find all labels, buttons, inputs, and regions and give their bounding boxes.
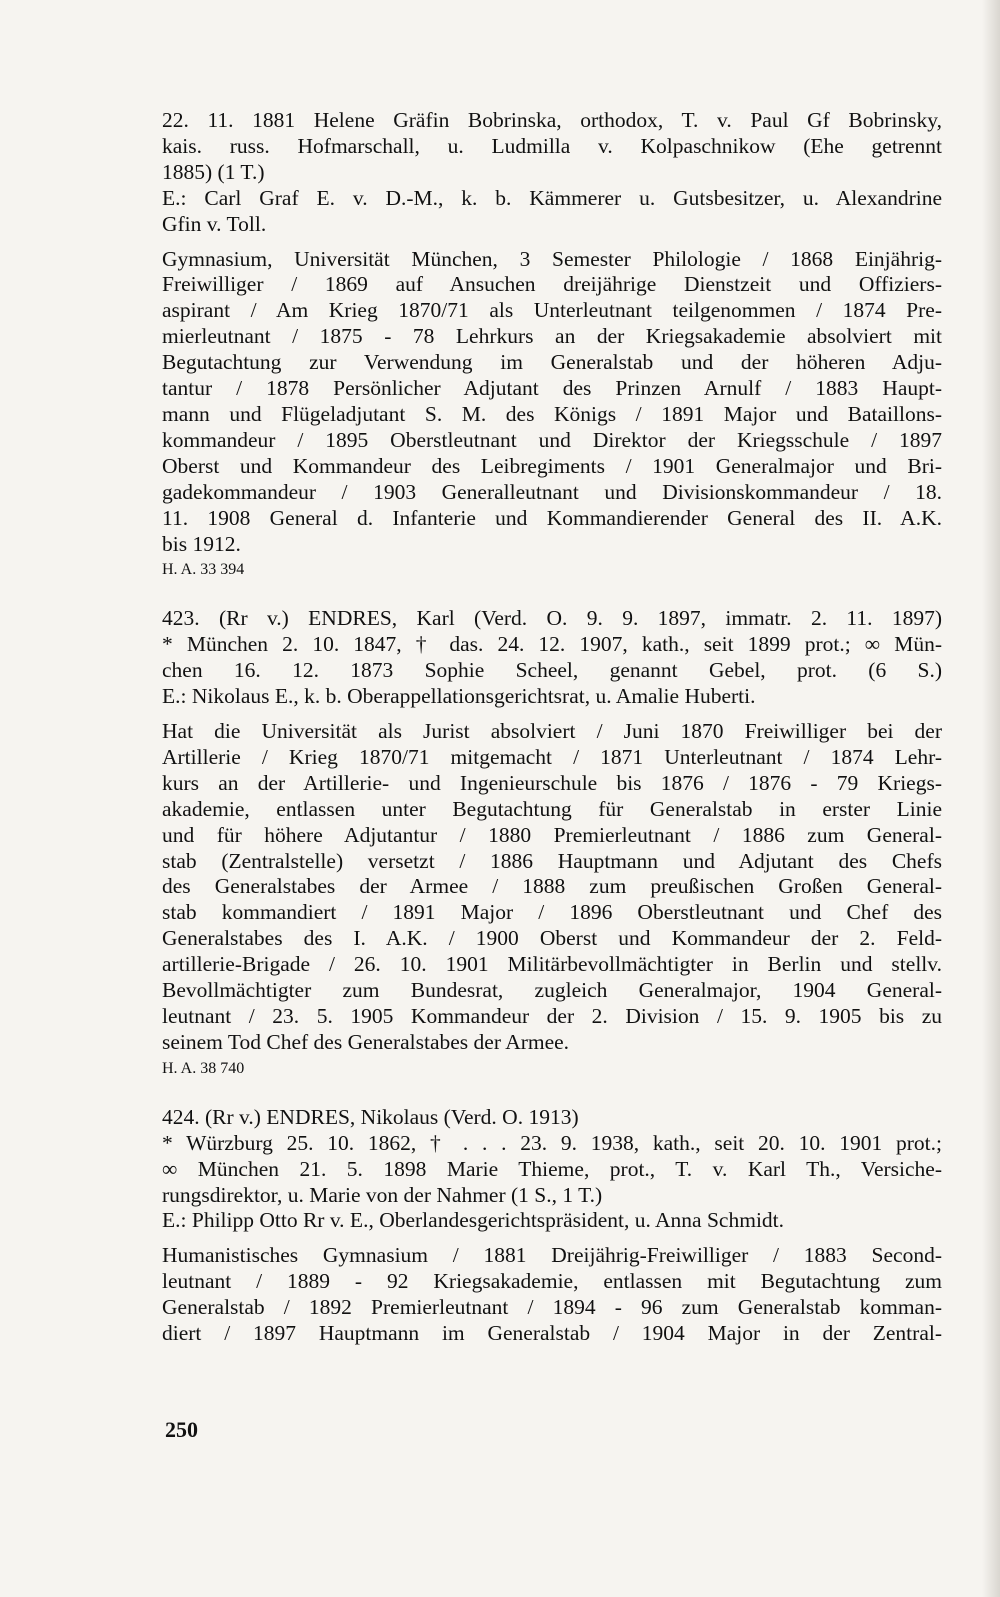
page-number: 250 — [165, 1417, 198, 1442]
entry-423-head — [162, 606, 942, 710]
text-line: E.: Nikolaus E., k. b. Oberappellationsgerichtsrat, u. Amalie Huberti. — [162, 684, 756, 709]
text-line: Generalstab / 1892 Premierleutnant / 1894 - 96 zum Generalstab komman- — [162, 1295, 942, 1320]
page-edge-shadow — [982, 0, 1000, 1597]
entry-424-head — [162, 1105, 942, 1235]
text-line: diert / 1897 Hauptmann im Generalstab / 1904 Major in der Zentral- — [162, 1321, 942, 1346]
text-line: Begutachtung zur Verwendung im Generalstab und der höheren Adju- — [162, 350, 942, 375]
text-line: kurs an der Artillerie- und Ingenieurschule bis 1876 / 1876 - 79 Kriegs- — [162, 770, 942, 795]
text-line: Humanistisches Gymnasium / 1881 Dreijährig-Freiwilliger / 1883 Second- — [162, 1243, 942, 1268]
text-line: 22. 11. 1881 Helene Gräfin Bobrinska, orthodox, T. v. Paul Gf Bobrinsky, — [162, 108, 942, 132]
text-line: akademie, entlassen unter Begutachtung für Generalstab in erster Linie — [162, 796, 942, 821]
archive-signature: H. A. 33 394 — [162, 561, 245, 579]
text-line: Oberst und Kommandeur des Leibregiments / 1901 Generalmajor und Bri- — [162, 453, 942, 478]
text-line: * München 2. 10. 1847, † das. 24. 12. 1907, kath., seit 1899 prot.; ∞ Mün- — [162, 632, 942, 657]
text-line: stab kommandiert / 1891 Major / 1896 Oberstleutnant und Chef des — [162, 900, 942, 925]
text-line: Bevollmächtigter zum Bundesrat, zugleich Generalmajor, 1904 General- — [162, 978, 942, 1003]
text-line: * Würzburg 25. 10. 1862, † . . . 23. 9. 1938, kath., seit 20. 10. 1901 prot.; — [162, 1130, 942, 1155]
text-line: Gfin v. Toll. — [162, 211, 267, 236]
text-line: mierleutnant / 1875 - 78 Lehrkurs an der Kriegsakademie absolviert mit — [162, 324, 942, 349]
text-line: E.: Philipp Otto Rr v. E., Oberlandesgerichtspräsident, u. Anna Schmidt. — [162, 1208, 785, 1233]
text-line: bis 1912. — [162, 531, 241, 556]
text-line: Hat die Universität als Jurist absolviert / Juni 1870 Freiwilliger bei der — [162, 719, 942, 744]
text-column — [162, 108, 942, 1347]
text-line: 1885) (1 T.) — [162, 159, 265, 184]
text-line: Generalstabes des I. A.K. / 1900 Oberst und Kommandeur der 2. Feld- — [162, 926, 942, 951]
text-line: Freiwilliger / 1869 auf Ansuchen dreijährige Dienstzeit und Offiziers- — [162, 272, 942, 297]
text-line: und für höhere Adjutantur / 1880 Premierleutnant / 1886 zum General- — [162, 822, 942, 847]
text-line: 11. 1908 General d. Infanterie und Kommandierender General des II. A.K. — [162, 505, 942, 530]
text-line: des Generalstabes der Armee / 1888 zum preußischen Großen General- — [162, 874, 942, 899]
text-line: aspirant / Am Krieg 1870/71 als Unterleutnant teilgenommen / 1874 Pre- — [162, 298, 942, 323]
text-line: gadekommandeur / 1903 Generalleutnant und Divisionskommandeur / 18. — [162, 479, 942, 504]
entry-heading: 424. (Rr v.) ENDRES, Nikolaus (Verd. O. 1913) — [162, 1104, 579, 1129]
text-line: Gymnasium, Universität München, 3 Semester Philologie / 1868 Einjährig- — [162, 246, 942, 271]
text-line: leutnant / 1889 - 92 Kriegsakademie, entlassen mit Begutachtung zum — [162, 1269, 942, 1294]
text-line: rungsdirektor, u. Marie von der Nahmer (1 S., 1 T.) — [162, 1182, 603, 1207]
entry-424-body — [162, 1243, 942, 1347]
text-line: Artillerie / Krieg 1870/71 mitgemacht / 1871 Unterleutnant / 1874 Lehr- — [162, 744, 942, 769]
entry-prev-head — [162, 108, 942, 238]
text-line: kommandeur / 1895 Oberstleutnant und Direktor der Kriegsschule / 1897 — [162, 427, 942, 452]
entry-prev-body — [162, 247, 942, 583]
archive-signature: H. A. 38 740 — [162, 1059, 245, 1077]
text-line: artillerie-Brigade / 26. 10. 1901 Militärbevollmächtigter in Berlin und stellv. — [162, 952, 942, 977]
text-line: mann und Flügeladjutant S. M. des Königs / 1891 Major und Bataillons- — [162, 401, 942, 426]
text-line: chen 16. 12. 1873 Sophie Scheel, genannt Gebel, prot. (6 S.) — [162, 658, 942, 683]
entry-heading: 423. (Rr v.) ENDRES, Karl (Verd. O. 9. 9. 1897, immatr. 2. 11. 1897) — [162, 606, 942, 631]
text-line: seinem Tod Chef des Generalstabes der Armee. — [162, 1029, 570, 1054]
text-line: ∞ München 21. 5. 1898 Marie Thieme, prot., T. v. Karl Th., Versiche- — [162, 1156, 942, 1181]
text-line: tantur / 1878 Persönlicher Adjutant des Prinzen Arnulf / 1883 Haupt- — [162, 376, 942, 401]
text-line: leutnant / 23. 5. 1905 Kommandeur der 2. Division / 15. 9. 1905 bis zu — [162, 1004, 942, 1028]
entry-423-body — [162, 719, 942, 1081]
text-line: E.: Carl Graf E. v. D.-M., k. b. Kämmerer u. Gutsbesitzer, u. Alexandrine — [162, 185, 942, 210]
text-line: kais. russ. Hofmarschall, u. Ludmilla v. Kolpaschnikow (Ehe getrennt — [162, 133, 942, 158]
text-line: stab (Zentralstelle) versetzt / 1886 Hauptmann und Adjutant des Chefs — [162, 848, 942, 873]
